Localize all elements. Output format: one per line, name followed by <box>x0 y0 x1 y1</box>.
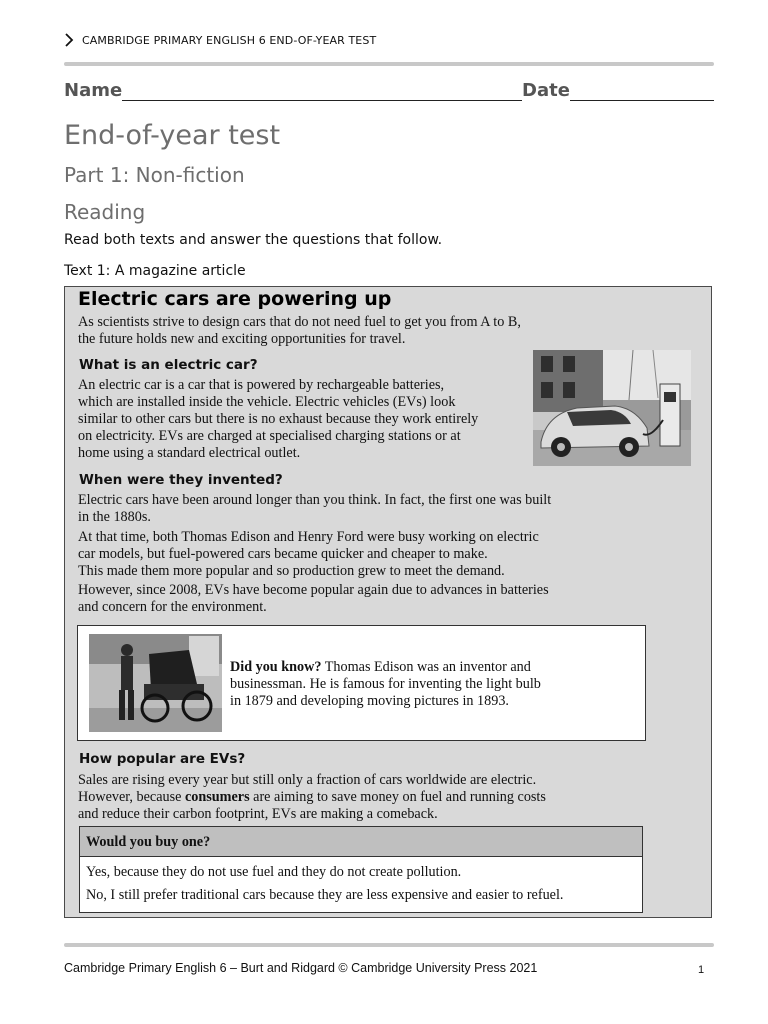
keyword-consumers: consumers <box>184 789 250 805</box>
part-heading: Part 1: Non-fiction <box>64 163 245 187</box>
text-line: car models, but fuel-powered cars became quicker and cheaper to make. <box>78 546 488 562</box>
text-line: which are installed inside the vehicle. Electric vehicles (EVs) look <box>78 394 456 410</box>
page-title: End-of-year test <box>64 120 281 151</box>
poll-header <box>80 827 642 857</box>
name-label: Name <box>64 80 123 101</box>
text-line: in 1879 and developing moving pictures in 1893. <box>230 693 509 709</box>
name-field[interactable] <box>122 100 522 101</box>
subheading-popular: How popular are EVs? <box>79 751 246 767</box>
section3-text <box>78 772 698 823</box>
text-line: Thomas Edison was an inventor and <box>321 659 531 675</box>
article-title: Electric cars are powering up <box>78 288 392 310</box>
date-field[interactable] <box>570 100 714 101</box>
text-line: in the 1880s. <box>78 509 151 525</box>
subheading-when: When were they invented? <box>79 472 283 488</box>
footer-divider <box>64 943 714 947</box>
page-number: 1 <box>698 964 705 976</box>
text-line: Electric cars have been around longer than you think. In fact, the first one was built <box>78 492 552 508</box>
article-intro <box>78 314 598 348</box>
text-line: Sales are rising every year but still only a fraction of cars worldwide are electric. <box>78 772 537 788</box>
text-line: are aiming to save money on fuel and running costs <box>249 789 546 805</box>
section-heading: Reading <box>64 200 146 224</box>
text-line: businessman. He is famous for inventing the light bulb <box>230 676 541 692</box>
subheading-what: What is an electric car? <box>79 357 258 373</box>
date-label: Date <box>522 80 570 101</box>
poll-answer-yes: Yes, because they do not use fuel and they do not create pollution. <box>86 864 462 880</box>
text-line: At that time, both Thomas Edison and Henry Ford were busy working on electric <box>78 529 539 545</box>
text-line: An electric car is a car that is powered by rechargeable batteries, <box>78 377 445 393</box>
header-divider <box>64 62 714 66</box>
text-line: on electricity. EVs are charged at specialised charging stations or at <box>78 428 461 444</box>
text-line: similar to other cars but there is no exhaust because they work entirely <box>78 411 479 427</box>
section1-text <box>78 377 528 462</box>
text-line: However, because <box>78 789 185 805</box>
did-you-know-text <box>230 659 630 710</box>
electric-car-photo <box>533 350 691 466</box>
text-line: home using a standard electrical outlet. <box>78 445 301 461</box>
running-header: CAMBRIDGE PRIMARY ENGLISH 6 END-OF-YEAR TEST <box>82 34 377 47</box>
text-label: Text 1: A magazine article <box>64 263 246 279</box>
chevron-right-icon <box>62 31 76 49</box>
instructions: Read both texts and answer the questions that follow. <box>64 232 443 248</box>
intro-line: the future holds new and exciting opportunities for travel. <box>78 331 406 347</box>
text-line: However, since 2008, EVs have become popular again due to advances in batteries <box>78 582 549 598</box>
edison-car-photo <box>89 634 222 732</box>
text-line: and concern for the environment. <box>78 599 267 615</box>
section2-para2 <box>78 529 698 580</box>
poll-answer-no: No, I still prefer traditional cars because they are less expensive and easier to refuel. <box>86 887 564 903</box>
did-you-know-lead: Did you know? <box>230 659 322 675</box>
footer-credit: Cambridge Primary English 6 – Burt and Ridgard © Cambridge University Press 2021 <box>64 961 538 975</box>
section2-para1 <box>78 492 698 526</box>
text-line: This made them more popular and so production grew to meet the demand. <box>78 563 505 579</box>
section2-para3 <box>78 582 698 616</box>
intro-line: As scientists strive to design cars that do not need fuel to get you from A to B, <box>78 314 521 330</box>
text-line: and reduce their carbon footprint, EVs are making a comeback. <box>78 806 438 822</box>
poll-heading: Would you buy one? <box>86 834 211 850</box>
